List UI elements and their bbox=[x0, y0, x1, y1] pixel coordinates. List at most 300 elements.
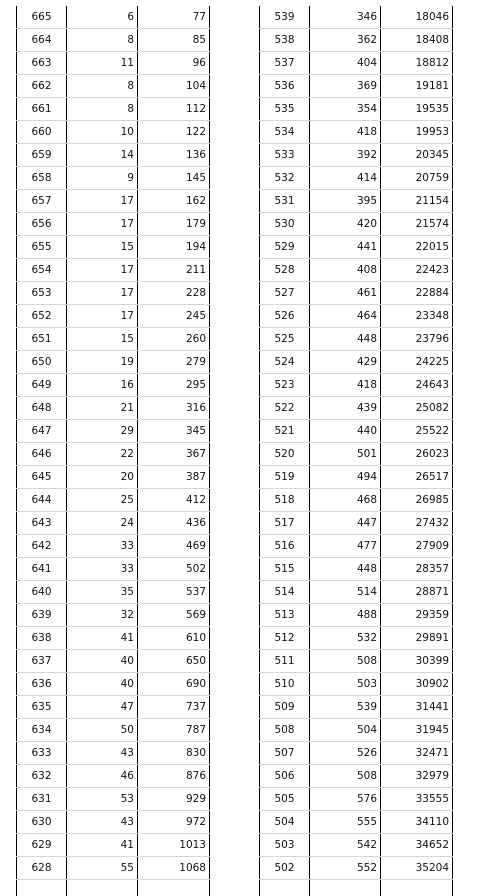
empty-cell bbox=[310, 880, 381, 896]
table-row bbox=[17, 420, 210, 443]
cumulative-cell: 179 bbox=[138, 213, 210, 236]
table-row bbox=[17, 443, 210, 466]
cumulative-cell: 29891 bbox=[381, 627, 453, 650]
table-row bbox=[17, 742, 210, 765]
cumulative-cell: 34652 bbox=[381, 834, 453, 857]
cumulative-cell: 85 bbox=[138, 29, 210, 52]
score-table-left bbox=[16, 6, 210, 896]
score-cell: 628 bbox=[17, 857, 67, 880]
cumulative-cell: 412 bbox=[138, 489, 210, 512]
score-cell: 636 bbox=[17, 673, 67, 696]
table-row bbox=[17, 466, 210, 489]
score-cell: 664 bbox=[17, 29, 67, 52]
score-table-left-body bbox=[17, 6, 210, 896]
cumulative-cell: 22884 bbox=[381, 282, 453, 305]
table-row bbox=[17, 144, 210, 167]
score-cell: 644 bbox=[17, 489, 67, 512]
cumulative-cell: 737 bbox=[138, 696, 210, 719]
score-cell: 647 bbox=[17, 420, 67, 443]
score-cell: 526 bbox=[260, 305, 310, 328]
cumulative-cell: 32471 bbox=[381, 742, 453, 765]
count-cell: 555 bbox=[310, 811, 381, 834]
count-cell: 17 bbox=[67, 259, 138, 282]
score-cell: 649 bbox=[17, 374, 67, 397]
cumulative-cell: 18812 bbox=[381, 52, 453, 75]
cumulative-cell: 136 bbox=[138, 144, 210, 167]
cumulative-cell: 23348 bbox=[381, 305, 453, 328]
count-cell: 369 bbox=[310, 75, 381, 98]
score-cell: 663 bbox=[17, 52, 67, 75]
table-row bbox=[17, 374, 210, 397]
count-cell: 440 bbox=[310, 420, 381, 443]
score-cell: 520 bbox=[260, 443, 310, 466]
cumulative-cell: 345 bbox=[138, 420, 210, 443]
count-cell: 10 bbox=[67, 121, 138, 144]
table-row bbox=[17, 52, 210, 75]
table-row bbox=[17, 489, 210, 512]
score-cell: 657 bbox=[17, 190, 67, 213]
count-cell: 40 bbox=[67, 673, 138, 696]
empty-cell bbox=[17, 880, 67, 896]
table-row bbox=[17, 6, 210, 29]
table-row bbox=[260, 190, 453, 213]
count-cell: 50 bbox=[67, 719, 138, 742]
score-cell: 525 bbox=[260, 328, 310, 351]
table-row-empty bbox=[17, 880, 210, 896]
score-cell: 512 bbox=[260, 627, 310, 650]
score-table-right-body bbox=[260, 6, 453, 896]
table-row bbox=[260, 420, 453, 443]
count-cell: 447 bbox=[310, 512, 381, 535]
cumulative-cell: 31945 bbox=[381, 719, 453, 742]
score-cell: 519 bbox=[260, 466, 310, 489]
table-row bbox=[260, 742, 453, 765]
table-row bbox=[17, 167, 210, 190]
table-row bbox=[17, 627, 210, 650]
table-row bbox=[17, 788, 210, 811]
cumulative-cell: 610 bbox=[138, 627, 210, 650]
count-cell: 420 bbox=[310, 213, 381, 236]
cumulative-cell: 211 bbox=[138, 259, 210, 282]
count-cell: 6 bbox=[67, 6, 138, 29]
table-row bbox=[17, 259, 210, 282]
cumulative-cell: 929 bbox=[138, 788, 210, 811]
empty-cell bbox=[260, 880, 310, 896]
score-cell: 654 bbox=[17, 259, 67, 282]
score-cell: 513 bbox=[260, 604, 310, 627]
table-row bbox=[260, 443, 453, 466]
empty-cell bbox=[138, 880, 210, 896]
table-row bbox=[260, 259, 453, 282]
count-cell: 29 bbox=[67, 420, 138, 443]
count-cell: 22 bbox=[67, 443, 138, 466]
table-row bbox=[17, 282, 210, 305]
count-cell: 461 bbox=[310, 282, 381, 305]
table-row bbox=[17, 673, 210, 696]
cumulative-cell: 787 bbox=[138, 719, 210, 742]
table-row bbox=[260, 466, 453, 489]
score-cell: 642 bbox=[17, 535, 67, 558]
score-cell: 506 bbox=[260, 765, 310, 788]
count-cell: 40 bbox=[67, 650, 138, 673]
table-row bbox=[260, 489, 453, 512]
score-cell: 633 bbox=[17, 742, 67, 765]
score-cell: 641 bbox=[17, 558, 67, 581]
score-cell: 509 bbox=[260, 696, 310, 719]
cumulative-cell: 295 bbox=[138, 374, 210, 397]
count-cell: 17 bbox=[67, 213, 138, 236]
score-cell: 534 bbox=[260, 121, 310, 144]
cumulative-cell: 104 bbox=[138, 75, 210, 98]
table-row bbox=[260, 512, 453, 535]
count-cell: 439 bbox=[310, 397, 381, 420]
table-row bbox=[260, 857, 453, 880]
cumulative-cell: 367 bbox=[138, 443, 210, 466]
cumulative-cell: 830 bbox=[138, 742, 210, 765]
cumulative-cell: 245 bbox=[138, 305, 210, 328]
score-cell: 639 bbox=[17, 604, 67, 627]
table-row bbox=[260, 6, 453, 29]
cumulative-cell: 33555 bbox=[381, 788, 453, 811]
score-cell: 629 bbox=[17, 834, 67, 857]
cumulative-cell: 35204 bbox=[381, 857, 453, 880]
cumulative-cell: 22423 bbox=[381, 259, 453, 282]
count-cell: 362 bbox=[310, 29, 381, 52]
cumulative-cell: 29359 bbox=[381, 604, 453, 627]
cumulative-cell: 32979 bbox=[381, 765, 453, 788]
table-row bbox=[260, 627, 453, 650]
table-row bbox=[17, 190, 210, 213]
score-cell: 517 bbox=[260, 512, 310, 535]
score-cell: 538 bbox=[260, 29, 310, 52]
count-cell: 576 bbox=[310, 788, 381, 811]
score-cell: 515 bbox=[260, 558, 310, 581]
table-row bbox=[17, 351, 210, 374]
cumulative-cell: 19535 bbox=[381, 98, 453, 121]
score-cell: 539 bbox=[260, 6, 310, 29]
count-cell: 16 bbox=[67, 374, 138, 397]
table-row bbox=[17, 512, 210, 535]
count-cell: 35 bbox=[67, 581, 138, 604]
count-cell: 41 bbox=[67, 834, 138, 857]
cumulative-cell: 27432 bbox=[381, 512, 453, 535]
score-cell: 514 bbox=[260, 581, 310, 604]
cumulative-cell: 19953 bbox=[381, 121, 453, 144]
cumulative-cell: 537 bbox=[138, 581, 210, 604]
count-cell: 414 bbox=[310, 167, 381, 190]
table-row bbox=[260, 811, 453, 834]
count-cell: 17 bbox=[67, 305, 138, 328]
count-cell: 552 bbox=[310, 857, 381, 880]
table-row bbox=[17, 857, 210, 880]
score-cell: 658 bbox=[17, 167, 67, 190]
count-cell: 32 bbox=[67, 604, 138, 627]
score-cell: 656 bbox=[17, 213, 67, 236]
score-cell: 651 bbox=[17, 328, 67, 351]
cumulative-cell: 145 bbox=[138, 167, 210, 190]
table-row bbox=[17, 305, 210, 328]
score-cell: 531 bbox=[260, 190, 310, 213]
score-cell: 638 bbox=[17, 627, 67, 650]
count-cell: 47 bbox=[67, 696, 138, 719]
cumulative-cell: 28357 bbox=[381, 558, 453, 581]
score-cell: 650 bbox=[17, 351, 67, 374]
table-row bbox=[260, 328, 453, 351]
cumulative-cell: 279 bbox=[138, 351, 210, 374]
cumulative-cell: 20345 bbox=[381, 144, 453, 167]
table-row bbox=[17, 121, 210, 144]
score-table-right bbox=[259, 6, 453, 896]
table-row bbox=[260, 374, 453, 397]
score-cell: 535 bbox=[260, 98, 310, 121]
cumulative-cell: 28871 bbox=[381, 581, 453, 604]
count-cell: 404 bbox=[310, 52, 381, 75]
score-cell: 631 bbox=[17, 788, 67, 811]
count-cell: 526 bbox=[310, 742, 381, 765]
table-row bbox=[17, 834, 210, 857]
table-row bbox=[260, 282, 453, 305]
score-cell: 529 bbox=[260, 236, 310, 259]
cumulative-cell: 27909 bbox=[381, 535, 453, 558]
count-cell: 477 bbox=[310, 535, 381, 558]
cumulative-cell: 23796 bbox=[381, 328, 453, 351]
count-cell: 19 bbox=[67, 351, 138, 374]
cumulative-cell: 30399 bbox=[381, 650, 453, 673]
score-cell: 518 bbox=[260, 489, 310, 512]
count-cell: 464 bbox=[310, 305, 381, 328]
score-cell: 533 bbox=[260, 144, 310, 167]
score-cell: 665 bbox=[17, 6, 67, 29]
count-cell: 448 bbox=[310, 328, 381, 351]
table-row bbox=[260, 75, 453, 98]
count-cell: 43 bbox=[67, 811, 138, 834]
cumulative-cell: 162 bbox=[138, 190, 210, 213]
count-cell: 21 bbox=[67, 397, 138, 420]
score-cell: 502 bbox=[260, 857, 310, 880]
cumulative-cell: 387 bbox=[138, 466, 210, 489]
count-cell: 514 bbox=[310, 581, 381, 604]
cumulative-cell: 972 bbox=[138, 811, 210, 834]
cumulative-cell: 21154 bbox=[381, 190, 453, 213]
count-cell: 501 bbox=[310, 443, 381, 466]
cumulative-cell: 34110 bbox=[381, 811, 453, 834]
score-cell: 524 bbox=[260, 351, 310, 374]
count-cell: 8 bbox=[67, 29, 138, 52]
score-cell: 655 bbox=[17, 236, 67, 259]
score-cell: 635 bbox=[17, 696, 67, 719]
cumulative-cell: 24225 bbox=[381, 351, 453, 374]
cumulative-cell: 18408 bbox=[381, 29, 453, 52]
score-cell: 536 bbox=[260, 75, 310, 98]
score-cell: 637 bbox=[17, 650, 67, 673]
cumulative-cell: 228 bbox=[138, 282, 210, 305]
table-row-empty bbox=[260, 880, 453, 896]
count-cell: 441 bbox=[310, 236, 381, 259]
cumulative-cell: 19181 bbox=[381, 75, 453, 98]
table-row bbox=[260, 52, 453, 75]
cumulative-cell: 30902 bbox=[381, 673, 453, 696]
table-row bbox=[260, 167, 453, 190]
score-cell: 507 bbox=[260, 742, 310, 765]
cumulative-cell: 24643 bbox=[381, 374, 453, 397]
score-cell: 648 bbox=[17, 397, 67, 420]
table-row bbox=[260, 98, 453, 121]
count-cell: 532 bbox=[310, 627, 381, 650]
count-cell: 418 bbox=[310, 121, 381, 144]
count-cell: 17 bbox=[67, 190, 138, 213]
count-cell: 15 bbox=[67, 328, 138, 351]
count-cell: 503 bbox=[310, 673, 381, 696]
table-row bbox=[17, 535, 210, 558]
cumulative-cell: 690 bbox=[138, 673, 210, 696]
count-cell: 33 bbox=[67, 535, 138, 558]
score-cell: 662 bbox=[17, 75, 67, 98]
score-cell: 523 bbox=[260, 374, 310, 397]
table-row bbox=[260, 788, 453, 811]
table-row bbox=[17, 719, 210, 742]
table-row bbox=[260, 558, 453, 581]
cumulative-cell: 21574 bbox=[381, 213, 453, 236]
score-cell: 528 bbox=[260, 259, 310, 282]
score-cell: 527 bbox=[260, 282, 310, 305]
count-cell: 33 bbox=[67, 558, 138, 581]
count-cell: 448 bbox=[310, 558, 381, 581]
table-row bbox=[260, 236, 453, 259]
cumulative-cell: 20759 bbox=[381, 167, 453, 190]
count-cell: 395 bbox=[310, 190, 381, 213]
score-cell: 630 bbox=[17, 811, 67, 834]
score-cell: 511 bbox=[260, 650, 310, 673]
score-cell: 503 bbox=[260, 834, 310, 857]
cumulative-cell: 26517 bbox=[381, 466, 453, 489]
count-cell: 9 bbox=[67, 167, 138, 190]
count-cell: 8 bbox=[67, 75, 138, 98]
count-cell: 46 bbox=[67, 765, 138, 788]
count-cell: 418 bbox=[310, 374, 381, 397]
score-cell: 505 bbox=[260, 788, 310, 811]
table-row bbox=[17, 98, 210, 121]
table-row bbox=[17, 328, 210, 351]
cumulative-cell: 569 bbox=[138, 604, 210, 627]
cumulative-cell: 260 bbox=[138, 328, 210, 351]
score-cell: 660 bbox=[17, 121, 67, 144]
cumulative-cell: 77 bbox=[138, 6, 210, 29]
score-cell: 504 bbox=[260, 811, 310, 834]
score-cell: 634 bbox=[17, 719, 67, 742]
table-row bbox=[17, 75, 210, 98]
table-row bbox=[17, 397, 210, 420]
table-row bbox=[17, 236, 210, 259]
table-row bbox=[260, 719, 453, 742]
cumulative-cell: 194 bbox=[138, 236, 210, 259]
table-row bbox=[17, 650, 210, 673]
count-cell: 508 bbox=[310, 765, 381, 788]
count-cell: 43 bbox=[67, 742, 138, 765]
count-cell: 539 bbox=[310, 696, 381, 719]
table-row bbox=[260, 834, 453, 857]
score-cell: 530 bbox=[260, 213, 310, 236]
empty-cell bbox=[381, 880, 453, 896]
count-cell: 53 bbox=[67, 788, 138, 811]
score-cell: 646 bbox=[17, 443, 67, 466]
table-row bbox=[260, 351, 453, 374]
table-row bbox=[260, 29, 453, 52]
count-cell: 17 bbox=[67, 282, 138, 305]
count-cell: 354 bbox=[310, 98, 381, 121]
table-row bbox=[260, 765, 453, 788]
cumulative-cell: 502 bbox=[138, 558, 210, 581]
cumulative-cell: 122 bbox=[138, 121, 210, 144]
count-cell: 11 bbox=[67, 52, 138, 75]
cumulative-cell: 876 bbox=[138, 765, 210, 788]
count-cell: 24 bbox=[67, 512, 138, 535]
score-cell: 659 bbox=[17, 144, 67, 167]
cumulative-cell: 112 bbox=[138, 98, 210, 121]
score-cell: 652 bbox=[17, 305, 67, 328]
cumulative-cell: 31441 bbox=[381, 696, 453, 719]
cumulative-cell: 25522 bbox=[381, 420, 453, 443]
score-cell: 653 bbox=[17, 282, 67, 305]
count-cell: 408 bbox=[310, 259, 381, 282]
table-row bbox=[17, 765, 210, 788]
count-cell: 14 bbox=[67, 144, 138, 167]
count-cell: 20 bbox=[67, 466, 138, 489]
score-cell: 516 bbox=[260, 535, 310, 558]
score-cell: 645 bbox=[17, 466, 67, 489]
count-cell: 429 bbox=[310, 351, 381, 374]
table-row bbox=[17, 558, 210, 581]
count-cell: 504 bbox=[310, 719, 381, 742]
table-row bbox=[17, 581, 210, 604]
cumulative-cell: 26985 bbox=[381, 489, 453, 512]
score-cell: 537 bbox=[260, 52, 310, 75]
count-cell: 488 bbox=[310, 604, 381, 627]
cumulative-cell: 26023 bbox=[381, 443, 453, 466]
table-row bbox=[260, 213, 453, 236]
count-cell: 55 bbox=[67, 857, 138, 880]
cumulative-cell: 316 bbox=[138, 397, 210, 420]
score-cell: 632 bbox=[17, 765, 67, 788]
score-cell: 508 bbox=[260, 719, 310, 742]
table-row bbox=[260, 305, 453, 328]
cumulative-cell: 25082 bbox=[381, 397, 453, 420]
score-cell: 521 bbox=[260, 420, 310, 443]
table-row bbox=[17, 696, 210, 719]
table-row bbox=[260, 604, 453, 627]
cumulative-cell: 18046 bbox=[381, 6, 453, 29]
table-row bbox=[260, 581, 453, 604]
cumulative-cell: 436 bbox=[138, 512, 210, 535]
table-row bbox=[260, 121, 453, 144]
table-row bbox=[260, 535, 453, 558]
count-cell: 508 bbox=[310, 650, 381, 673]
table-row bbox=[260, 650, 453, 673]
score-cell: 640 bbox=[17, 581, 67, 604]
cumulative-cell: 96 bbox=[138, 52, 210, 75]
count-cell: 392 bbox=[310, 144, 381, 167]
table-row bbox=[260, 397, 453, 420]
score-cell: 522 bbox=[260, 397, 310, 420]
score-cell: 532 bbox=[260, 167, 310, 190]
score-cell: 643 bbox=[17, 512, 67, 535]
count-cell: 25 bbox=[67, 489, 138, 512]
count-cell: 15 bbox=[67, 236, 138, 259]
table-row bbox=[17, 811, 210, 834]
count-cell: 542 bbox=[310, 834, 381, 857]
cumulative-cell: 469 bbox=[138, 535, 210, 558]
table-row bbox=[17, 604, 210, 627]
count-cell: 346 bbox=[310, 6, 381, 29]
